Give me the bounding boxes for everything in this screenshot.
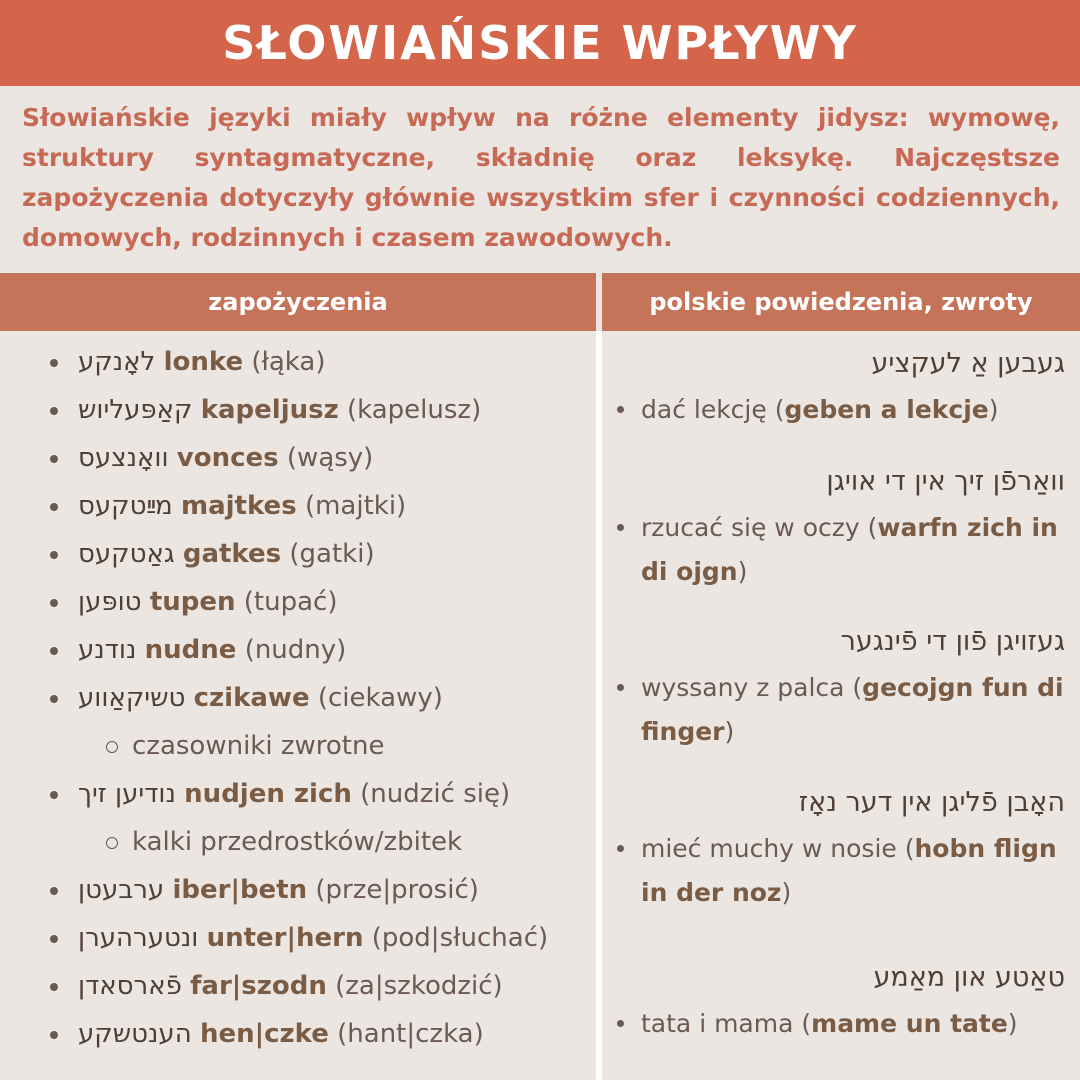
phrase-block	[615, 783, 1065, 915]
hebrew-word: טשיקאַווע	[78, 683, 186, 713]
hebrew-word: וואָנצעס	[78, 443, 169, 473]
latin-word: tupen	[149, 587, 236, 617]
hebrew-word: לאָנקע	[78, 347, 156, 377]
list-item	[48, 626, 593, 674]
page-title: SŁOWIAŃSKIE WPŁYWY	[222, 16, 858, 70]
yiddish-phrase: האָבן פֿליגן אין דער נאָז	[798, 787, 1065, 818]
polish-phrase	[615, 666, 1065, 754]
column-header-phrases: polskie powiedzenia, zwroty	[602, 273, 1080, 331]
polish-phrase	[615, 1002, 1065, 1046]
sublist-heading: kalki przedrostków/zbitek	[48, 818, 593, 866]
column-header-loans: zapożyczenia	[0, 273, 596, 331]
hebrew-word: טופּען	[78, 587, 142, 617]
close-paren: )	[737, 557, 748, 586]
transliteration: warfn zich in di ojgn	[641, 513, 1058, 586]
polish-word: (prze|prosić)	[315, 875, 479, 905]
latin-word: unter|hern	[206, 923, 364, 953]
polish-word: (za|szkodzić)	[335, 971, 503, 1001]
latin-word: vonces	[176, 443, 279, 473]
list-item	[48, 338, 593, 386]
polish-word: (hant|czka)	[337, 1019, 484, 1049]
hebrew-word: ערבעטן	[78, 875, 165, 905]
latin-word: nudjen zich	[184, 779, 352, 809]
polish-phrase-text: wyssany z palca (	[641, 673, 863, 702]
transliteration: gecojgn fun di finger	[641, 673, 1064, 746]
latin-word: iber|betn	[172, 875, 308, 905]
polish-word: (kapelusz)	[347, 395, 482, 425]
polish-word: (tupać)	[243, 587, 338, 617]
phrase-block	[615, 958, 1065, 1046]
transliteration: geben a lekcje	[784, 395, 989, 424]
yiddish-phrase: געזויגן פֿון די פֿינגער	[840, 626, 1065, 657]
polish-word: (gatki)	[289, 539, 375, 569]
list-item	[48, 914, 593, 962]
sublist-heading: czasowniki zwrotne	[48, 722, 593, 770]
phrase-block	[615, 622, 1065, 754]
hebrew-word: נודיען זיך	[78, 779, 176, 809]
list-item	[48, 386, 593, 434]
title-bar	[0, 0, 1080, 86]
hebrew-word: גאַטקעס	[78, 539, 175, 569]
latin-word: nudne	[144, 635, 237, 665]
polish-word: (majtki)	[304, 491, 407, 521]
list-item	[48, 482, 593, 530]
hebrew-word: מײַטקעס	[78, 491, 173, 521]
latin-word: lonke	[163, 347, 244, 377]
close-paren: )	[724, 717, 735, 746]
hebrew-word: הענטשקע	[78, 1019, 192, 1049]
polish-phrase-text: mieć muchy w nosie (	[641, 834, 915, 863]
latin-word: majtkes	[180, 491, 297, 521]
list-item	[48, 866, 593, 914]
list-item	[48, 530, 593, 578]
intro-paragraph: Słowiańskie języki miały wpływ na różne elementy jidysz: wymowę, struktury syntagmatyczne, składnię oraz leksykę. Najczęstsze zapożyczenia dotyczyły głównie wszystkim sfer i czynności codziennych, domowych, rodzinnych i czasem zawodowych.	[22, 103, 1060, 252]
polish-word: (ciekawy)	[317, 683, 443, 713]
polish-phrase	[615, 388, 1065, 432]
yiddish-phrase: געבען אַ לעקציע	[871, 348, 1065, 379]
list-item	[48, 962, 593, 1010]
polish-phrase-text: rzucać się w oczy (	[641, 513, 878, 542]
latin-word: czikawe	[193, 683, 310, 713]
phrase-block	[615, 344, 1065, 432]
polish-word: (nudny)	[244, 635, 347, 665]
close-paren: )	[781, 878, 792, 907]
list-item	[48, 770, 593, 818]
latin-word: hen|czke	[199, 1019, 329, 1049]
polish-word: (pod|słuchać)	[371, 923, 549, 953]
list-item	[48, 1010, 593, 1058]
phrase-block	[615, 462, 1065, 594]
polish-phrase-text: dać lekcję (	[641, 395, 785, 424]
yiddish-phrase: וואַרפֿן זיך אין די אויגן	[826, 466, 1065, 497]
transliteration: hobn flign in der noz	[641, 834, 1057, 907]
list-item	[48, 434, 593, 482]
polish-phrase-text: tata i mama (	[641, 1009, 812, 1038]
yiddish-phrase: טאַטע און מאַמע	[873, 962, 1065, 993]
latin-word: kapeljusz	[200, 395, 339, 425]
column-divider	[596, 331, 602, 1080]
hebrew-word: קאַפּעליוש	[78, 395, 193, 425]
latin-word: far|szodn	[190, 971, 327, 1001]
hebrew-word: פֿארסאדן	[78, 971, 182, 1001]
latin-word: gatkes	[182, 539, 282, 569]
polish-word: (nudzić się)	[360, 779, 511, 809]
list-item	[48, 674, 593, 722]
hebrew-word: נודנע	[78, 635, 137, 665]
polish-phrase	[615, 506, 1065, 594]
polish-word: (łąka)	[251, 347, 326, 377]
hebrew-word: ונטערהערן	[78, 923, 199, 953]
polish-word: (wąsy)	[286, 443, 374, 473]
list-item	[48, 578, 593, 626]
close-paren: )	[988, 395, 999, 424]
transliteration: mame un tate	[811, 1009, 1008, 1038]
loans-list	[48, 338, 593, 1058]
polish-phrase	[615, 827, 1065, 915]
close-paren: )	[1007, 1009, 1018, 1038]
